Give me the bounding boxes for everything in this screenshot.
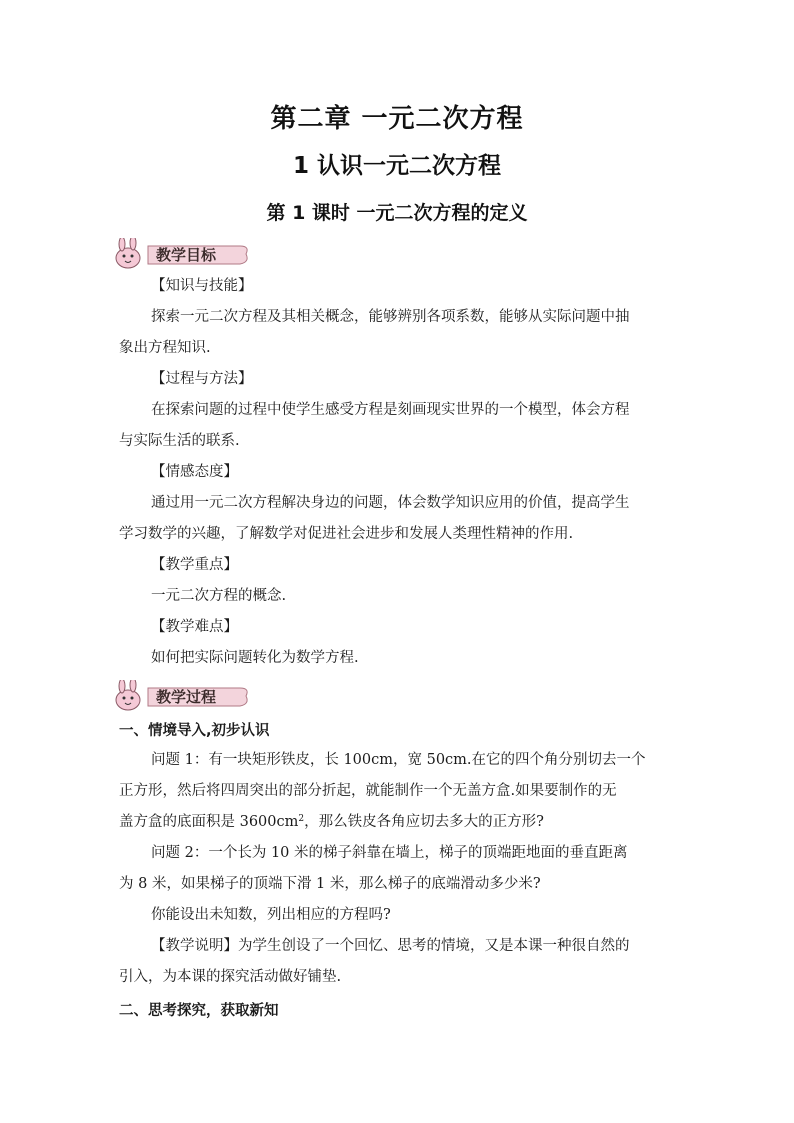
question1-text-3: [119, 812, 544, 832]
question1-text-3-pre: 盖方盒的底面积是 3600cm: [119, 814, 299, 830]
knowledge-heading: 【知识与技能】: [151, 278, 253, 294]
objectives-badge: [112, 238, 252, 270]
difficulty-heading: 【教学难点】: [151, 619, 238, 635]
difficulty-text: 如何把实际问题转化为数学方程.: [151, 650, 359, 666]
process-method-text-2: 与实际生活的联系.: [119, 433, 240, 449]
ask-text: 你能设出未知数，列出相应的方程吗?: [151, 907, 391, 923]
process-badge: [112, 680, 252, 712]
process-badge-label: 教学过程: [156, 688, 217, 706]
attitude-heading: 【情感态度】: [151, 464, 238, 480]
chapter-title: 第二章 一元二次方程: [270, 104, 524, 134]
knowledge-text-2: 象出方程知识.: [119, 340, 211, 356]
teaching-note-text-1: 【教学说明】为学生创设了一个回忆、思考的情境，又是本课一种很自然的: [151, 938, 630, 954]
key-point-text: 一元二次方程的概念.: [151, 588, 287, 604]
lesson-title: 第 1 课时 一元二次方程的定义: [266, 202, 528, 224]
objectives-badge-label: 教学目标: [156, 246, 217, 264]
question1-text-2: 正方形，然后将四周突出的部分折起，就能制作一个无盖方盒.如果要制作的无: [119, 783, 617, 799]
question1-text-1: 问题 1：有一块矩形铁皮，长 100cm，宽 50cm.在它的四个角分别切去一个: [151, 752, 646, 768]
section-title: 1 认识一元二次方程: [292, 153, 501, 179]
question2-text-2: 为 8 米，如果梯子的顶端下滑 1 米，那么梯子的底端滑动多少米?: [119, 876, 541, 892]
section1-heading: 一、情境导入,初步认识: [119, 723, 270, 739]
attitude-text-1: 通过用一元二次方程解决身边的问题，体会数学知识应用的价值，提高学生: [151, 495, 630, 511]
area-unit-superscript: 2: [298, 814, 305, 824]
knowledge-text-1: 探索一元二次方程及其相关概念，能够辨别各项系数，能够从实际问题中抽: [151, 309, 630, 325]
section2-heading: 二、思考探究，获取新知: [119, 1003, 279, 1019]
question1-text-3-post: ，那么铁皮各角应切去多大的正方形?: [304, 814, 544, 830]
process-method-heading: 【过程与方法】: [151, 371, 253, 387]
question2-text-1: 问题 2：一个长为 10 米的梯子斜靠在墙上，梯子的顶端距地面的垂直距离: [151, 845, 628, 861]
teaching-note-text-2: 引入，为本课的探究活动做好铺垫.: [119, 969, 342, 985]
attitude-text-2: 学习数学的兴趣，了解数学对促进社会进步和发展人类理性精神的作用.: [119, 526, 574, 542]
process-method-text-1: 在探索问题的过程中使学生感受方程是刻画现实世界的一个模型，体会方程: [151, 402, 630, 418]
key-point-heading: 【教学重点】: [151, 557, 238, 573]
